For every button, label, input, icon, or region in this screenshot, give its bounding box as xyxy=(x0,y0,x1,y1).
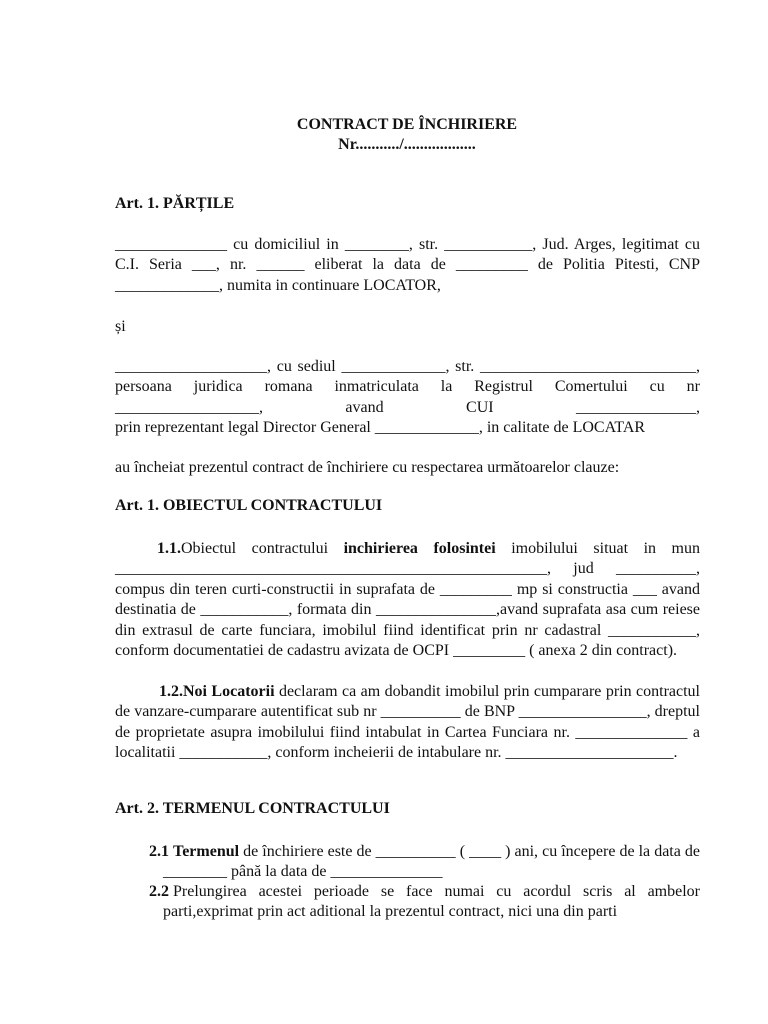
heading-art1-parti: Art. 1. PĂRȚILE xyxy=(115,195,235,212)
contract-number: Nr.........../.................. xyxy=(338,136,476,153)
clause-2-2-text: Prelungirea acestei perioade se face numai cu acordul scris al ambelor parti,exprimat prin act aditional la prezentul contract, nici una din parti xyxy=(163,883,700,921)
heading-art1-obiect: Art. 1. OBIECTUL CONTRACTULUI xyxy=(115,497,383,514)
conjunction-si: și xyxy=(115,318,126,335)
locatar-representative: prin reprezentant legal Director General _____________, in calitate de LOCATAR xyxy=(115,419,646,436)
clause-1-1-number: 1.1. xyxy=(157,540,181,557)
locatar-paragraph: ___________________, cu sediul _____________, str. ___________________________, persoana juridica romana inmatriculata la Registrul Comertului cu nr __________________, avand CUI _______________, xyxy=(115,358,700,416)
clause-1-1-bold: inchirierea folosintei xyxy=(343,540,496,557)
clause-1-1-text-b: imobilului situat in mun ______________________________________________________, jud __________, compus din teren curti-constructii in suprafata de _________ mp si constructia ___ avand destinatia de ___________, formata din _______________,avand suprafata asa cum reiese din extrasul de carte funciara, imobilul fiind identificat prin nr cadastral ___________, conform documentatiei de cadastru avizata de OCPI _________ ( anexa 2 din contract). xyxy=(115,540,700,660)
clause-2-2 xyxy=(149,882,700,923)
clauses-intro: au încheiat prezentul contract de închiriere cu respectarea următoarelor clauze: xyxy=(115,459,620,476)
clause-2-2-number: 2.2 xyxy=(149,883,169,900)
clause-2-1 xyxy=(149,842,700,883)
clause-1-2-text: declaram ca am dobandit imobilul prin cumparare prin contractul de vanzare-cumparare autentificat sub nr __________ de BNP ________________, dreptul de proprietate asupra imobilului fiind intabulat in Cartea Funciara nr. ______________ a localitatii ___________, conform incheierii de intabulare nr. _____________________. xyxy=(115,683,701,762)
clause-2-1-number: 2.1 xyxy=(149,843,169,860)
heading-art2: Art. 2. TERMENUL CONTRACTULUI xyxy=(115,800,390,817)
contract-title: CONTRACT DE ÎNCHIRIERE xyxy=(296,116,518,133)
locator-paragraph: ______________ cu domiciliul in ________, str. ___________, Jud. Arges, legitimat cu C.I. Seria ___, nr. ______ eliberat la data de _________ de Politia Pitesti, CNP _____________, numita in continuare LOCATOR, xyxy=(115,236,700,294)
clause-1-2-number: 1.2. xyxy=(159,683,183,700)
clause-2-1-bold: Termenul xyxy=(173,843,240,860)
clause-1-1-text-a: Obiectul contractului xyxy=(181,540,344,557)
clause-1-1 xyxy=(115,539,700,661)
clause-2-1-text: de închiriere este de __________ ( ____ ) ani, cu începere de la data de ________ până la data de ______________ xyxy=(163,843,700,881)
clause-1-2-bold: Noi Locatorii xyxy=(183,683,275,700)
clause-1-2 xyxy=(115,682,700,764)
